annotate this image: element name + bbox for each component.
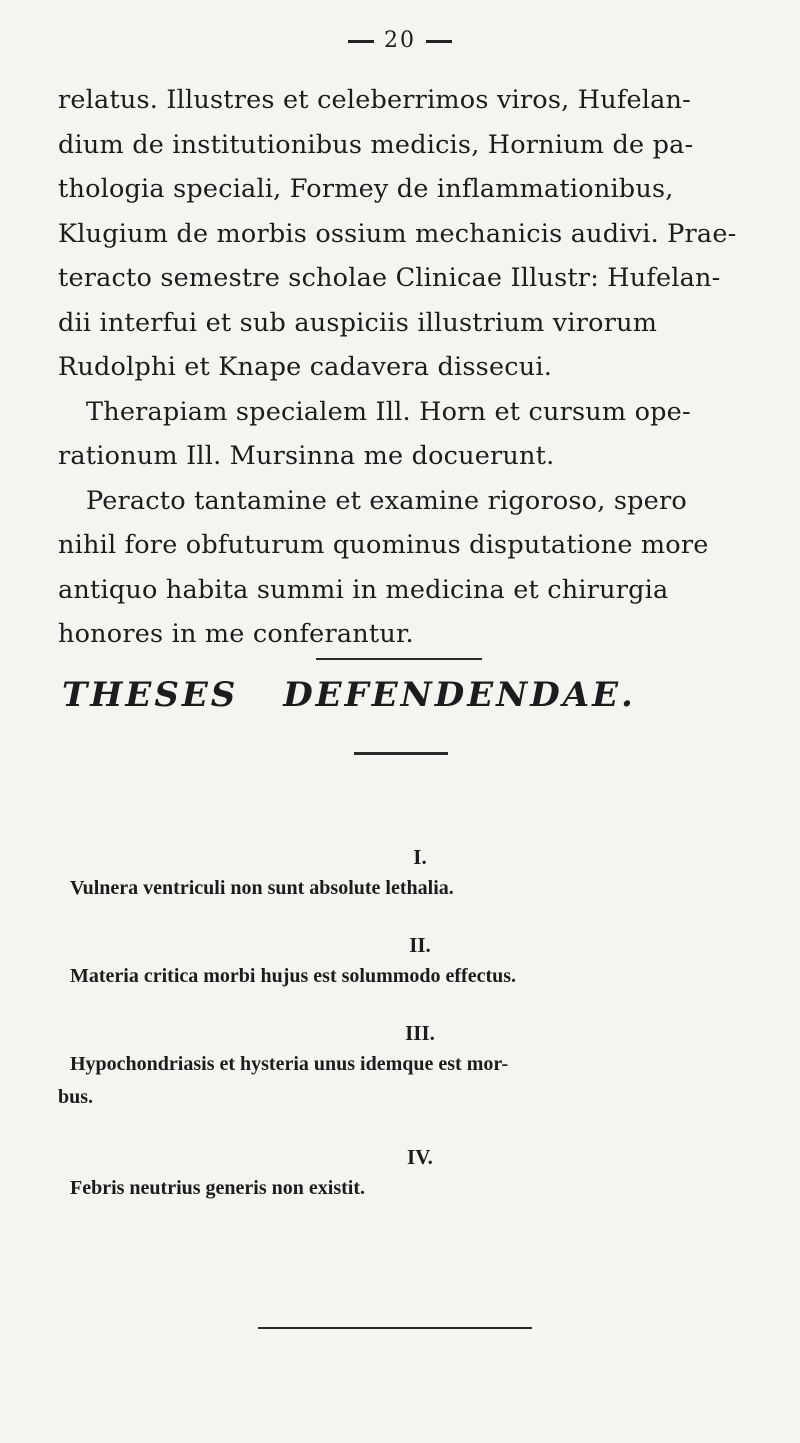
divider-upper (316, 658, 482, 660)
thesis-numeral: III. (405, 1021, 435, 1045)
divider-bottom (258, 1327, 532, 1329)
paragraph-2 (58, 390, 770, 479)
thesis-text: Febris neutrius generis non existit. (70, 1177, 365, 1199)
line: rationum Ill. Mursinna me docuerunt. (58, 441, 555, 471)
thesis-item (58, 1018, 770, 1114)
thesis-text-continued: bus. (58, 1086, 94, 1108)
page-number-text: 20 (384, 28, 416, 53)
thesis-text: Materia critica morbi hujus est solummodo effectus. (70, 965, 517, 987)
page-number-left-dash (348, 40, 374, 43)
page-number (0, 28, 800, 53)
thesis-item (70, 930, 770, 993)
thesis-item (70, 842, 770, 905)
paragraph-1 (58, 78, 770, 390)
thesis-text: Vulnera ventriculi non sunt absolute lethalia. (70, 877, 454, 899)
divider-lower (354, 752, 448, 755)
thesis-item (70, 1142, 770, 1205)
thesis-numeral: IV. (407, 1145, 433, 1169)
page-number-right-dash (426, 40, 452, 43)
paragraph-3 (58, 479, 770, 657)
line: dium de institutionibus medicis, Hornium de pa- (58, 129, 694, 160)
thesis-text: Hypochondriasis et hysteria unus idemque est mor- (70, 1053, 509, 1075)
line: teracto semestre scholae Clinicae Illustr: Hufelan- (58, 263, 721, 293)
section-title: THESES DEFENDENDAE. (62, 675, 636, 715)
line: Rudolphi et Knape cadavera dissecui. (58, 352, 553, 382)
line: relatus. Illustres et celeberrimos viros, Hufelan- (58, 85, 691, 115)
line: antiquo habita summi in medicina et chirurgia (58, 574, 669, 605)
thesis-numeral: I. (413, 845, 427, 869)
line: Klugium de morbis ossium mechanicis audivi. Prae- (58, 218, 737, 249)
line: nihil fore obfuturum quominus disputatione more (58, 530, 709, 560)
line: Peracto tantamine et examine rigoroso, spero (86, 485, 687, 516)
line: thologia speciali, Formey de inflammationibus, (58, 174, 674, 204)
line: dii interfui et sub auspiciis illustrium virorum (58, 307, 658, 338)
line: honores in me conferantur. (58, 619, 414, 649)
thesis-numeral: II. (409, 933, 431, 957)
line: Therapiam specialem Ill. Horn et cursum ope- (86, 396, 691, 427)
body-text (58, 78, 770, 657)
